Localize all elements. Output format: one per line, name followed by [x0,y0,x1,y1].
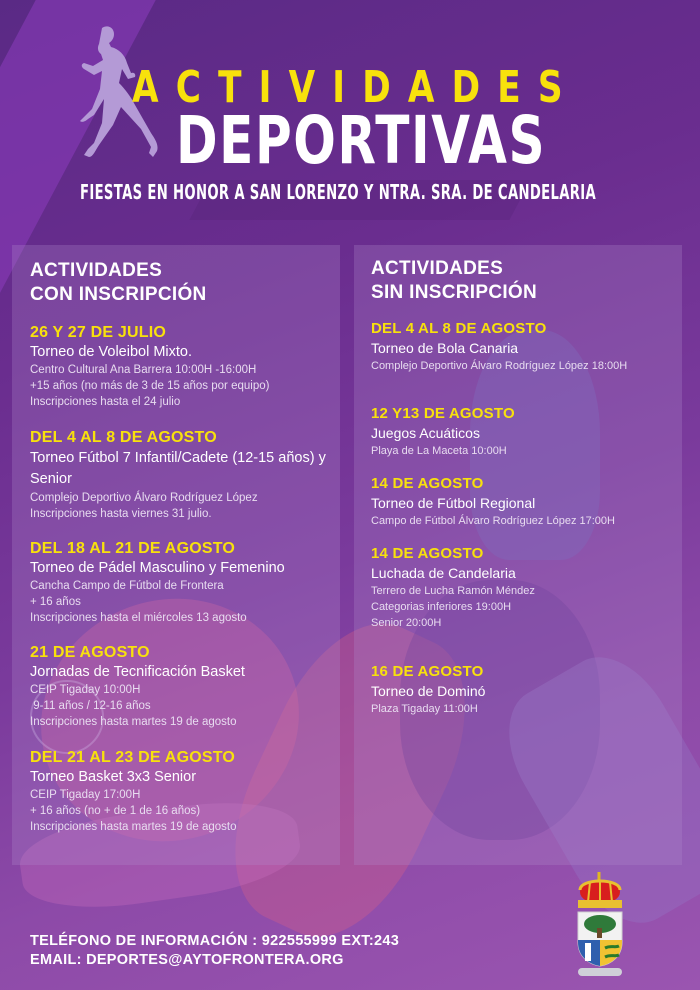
event-detail: CEIP Tigaday 10:00H [30,684,141,696]
event-detail: + 16 años (no + de 1 de 16 años) [30,805,201,817]
subtitle: FIESTAS EN HONOR A SAN LORENZO Y NTRA. SRA. DE CANDELARIA [80,180,597,204]
event-detail: Plaza Tigaday 11:00H [371,703,478,715]
heading-line: CON INSCRIPCIÓN [30,284,207,305]
heading-line: SIN INSCRIPCIÓN [371,282,538,303]
event-item [30,748,236,835]
event-title: Torneo de Voleibol Mixto. [30,344,193,360]
event-item [371,662,485,717]
event-detail: Inscripciones hasta el miércoles 13 agosto [30,612,247,624]
event-item [371,544,535,631]
event-date: 21 DE AGOSTO [30,644,150,661]
contact-info [30,932,399,970]
event-detail: CEIP Tigaday 17:00H [30,789,141,801]
phone-line: TELÉFONO DE INFORMACIÓN : 922555999 EXT:243 [30,933,400,949]
event-date: 16 DE AGOSTO [371,663,484,680]
event-detail: Inscripciones hasta martes 19 de agosto [30,821,237,833]
event-detail: +15 años (no más de 3 de 15 años por equipo) [30,380,270,392]
event-title: Torneo de Pádel Masculino y Femenino [30,560,285,576]
event-item [30,539,285,626]
event-date: DEL 18 AL 21 DE AGOSTO [30,540,236,557]
event-date: DEL 21 AL 23 DE AGOSTO [30,749,236,766]
event-item [371,319,627,374]
event-item [371,404,515,459]
title-main: DEPORTIVAS [176,102,547,179]
event-title: Torneo de Bola Canaria [371,340,519,356]
event-detail: Inscripciones hasta viernes 31 julio. [30,508,212,520]
event-detail: Complejo Deportivo Álvaro Rodríguez López [30,492,258,504]
title-top: ACTIVIDADES [132,62,580,113]
event-item [30,428,335,522]
event-detail: Inscripciones hasta martes 19 de agosto [30,716,237,728]
panel-heading [371,257,537,305]
municipal-coat-of-arms-icon [570,870,630,980]
event-detail: Categorias inferiores 19:00H [371,601,512,613]
event-item [371,474,615,529]
event-detail: Playa de La Maceta 10:00H [371,445,507,457]
event-detail: Inscripciones hasta el 24 julio [30,396,181,408]
event-date: 12 Y13 DE AGOSTO [371,405,515,422]
event-title: Torneo de Fútbol Regional [371,495,536,511]
event-date: 14 DE AGOSTO [371,545,484,562]
event-detail: Centro Cultural Ana Barrera 10:00H -16:00H [30,364,257,376]
event-detail: Cancha Campo de Fútbol de Frontera [30,580,224,592]
event-date: DEL 4 AL 8 DE AGOSTO [30,429,217,446]
event-detail: Complejo Deportivo Álvaro Rodríguez López 18:00H [371,360,628,372]
event-title: Torneo Fútbol 7 Infantil/Cadete (12-15 años) y Senior [30,450,326,487]
event-detail: Campo de Fútbol Álvaro Rodríguez López 17:00H [371,515,615,527]
event-date: 14 DE AGOSTO [371,475,484,492]
event-detail: Senior 20:00H [371,617,442,629]
event-detail: 9-11 años / 12-16 años [30,700,151,712]
event-date: DEL 4 AL 8 DE AGOSTO [371,320,547,337]
event-title: Luchada de Candelaria [371,565,516,581]
event-date: 26 Y 27 DE JULIO [30,324,167,341]
panel-heading [30,259,207,307]
event-item [30,643,245,730]
panel-sin-inscripcion [354,245,682,865]
event-title: Jornadas de Tecnificación Basket [30,664,245,680]
event-title: Torneo Basket 3x3 Senior [30,769,197,785]
event-item [30,323,269,410]
event-detail: + 16 años [30,596,81,608]
email-line: EMAIL: DEPORTES@AYTOFRONTERA.ORG [30,952,344,968]
panel-con-inscripcion [12,245,340,865]
heading-line: ACTIVIDADES [30,260,163,281]
event-title: Juegos Acuáticos [371,425,480,441]
heading-line: ACTIVIDADES [371,258,504,279]
event-title: Torneo de Dominó [371,683,486,699]
event-detail: Terrero de Lucha Ramón Méndez [371,585,535,597]
